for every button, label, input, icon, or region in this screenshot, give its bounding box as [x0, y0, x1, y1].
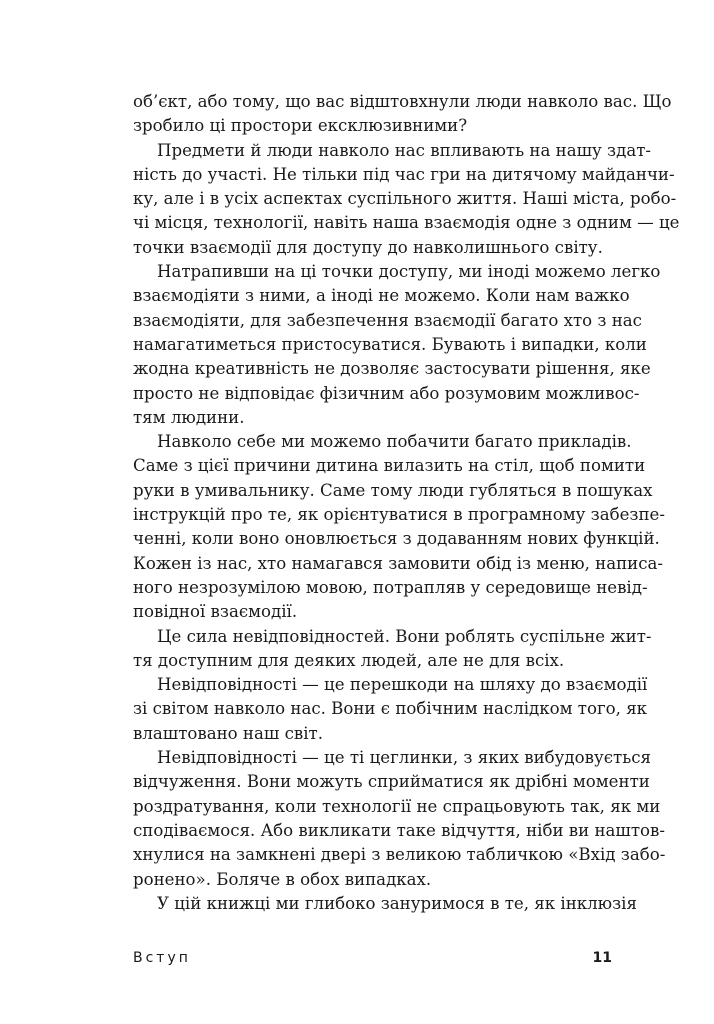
text-line: Кожен із нас, хто намагався замовити обід із меню, написа- [133, 553, 664, 573]
text-line: відчуження. Вони можуть сприйматися як дрібні моменти [133, 772, 650, 792]
text-line: повідної взаємодії. [133, 602, 298, 622]
text-line: Невідповідності — це перешкоди на шляху до взаємодії [157, 675, 648, 695]
text-line: сподіваємося. Або викликати таке відчуття, ніби ви наштов- [133, 820, 665, 840]
text-line: Саме з цієї причини дитина вилазить на стіл, щоб помити [133, 456, 646, 476]
running-footer-section: Вступ [133, 950, 191, 966]
text-line: взаємодіяти, для забезпечення взаємодії багато хто з нас [133, 310, 642, 330]
text-line: ність до участі. Не тільки під час гри на дитячому майданчи- [133, 164, 675, 184]
text-line: жодна креативність не дозволяє застосувати рішення, яке [133, 359, 651, 379]
text-line: ченні, коли воно оновлюється з додаванням нових функцій. [133, 529, 660, 549]
text-line: Це сила невідповідностей. Вони роблять суспільне жит- [157, 626, 652, 646]
text-line: зі світом навколо нас. Вони є побічним наслідком того, як [133, 699, 648, 719]
text-line: чі місця, технології, навіть наша взаємодія одне з одним — це [133, 213, 680, 233]
text-line: намагатиметься пристосуватися. Бувають і випадки, коли [133, 334, 647, 354]
text-line: інструкцій про те, як орієнтуватися в програмному забезпе- [133, 505, 665, 525]
text-line: зробило ці простори ексклюзивними? [133, 116, 468, 136]
text-line: тям людини. [133, 407, 245, 427]
text-line: Натрапивши на ці точки доступу, ми іноді можемо легко [157, 262, 661, 282]
text-line: тя доступним для деяких людей, але не для всіх. [133, 650, 565, 670]
text-line: Навколо себе ми можемо побачити багато прикладів. [157, 432, 632, 452]
text-line: ронено». Боляче в обох випадках. [133, 869, 432, 889]
text-line: просто не відповідає фізичним або розумовим можливос- [133, 383, 640, 403]
text-line: руки в умивальнику. Саме тому люди губляться в пошуках [133, 480, 653, 500]
text-line: ку, але і в усіх аспектах суспільного життя. Наші міста, робо- [133, 189, 677, 209]
text-line: точки взаємодії для доступу до навколишнього світу. [133, 237, 603, 257]
text-line: У цій книжці ми глибоко зануримося в те, як інклюзія [157, 893, 637, 913]
text-line: Предмети й люди навколо нас впливають на нашу здат- [157, 140, 651, 160]
text-line: Невідповідності — це ті цеглинки, з яких вибудовується [157, 748, 651, 768]
text-line: влаштовано наш світ. [133, 723, 323, 743]
text-line: роздратування, коли технології не спрацьовують так, як ми [133, 796, 661, 816]
text-line: об’єкт, або тому, що вас відштовхнули люди навколо вас. Що [133, 92, 672, 111]
text-line: хнулися на замкнені двері з великою табличкою «Вхід забо- [133, 845, 666, 865]
page-number: 11 [592, 950, 612, 966]
text-line: взаємодіяти з ними, а іноді не можемо. Коли нам важко [133, 286, 630, 306]
body-text [133, 90, 680, 916]
text-line: ного незрозумілою мовою, потрапляв у середовище невід- [133, 577, 648, 597]
